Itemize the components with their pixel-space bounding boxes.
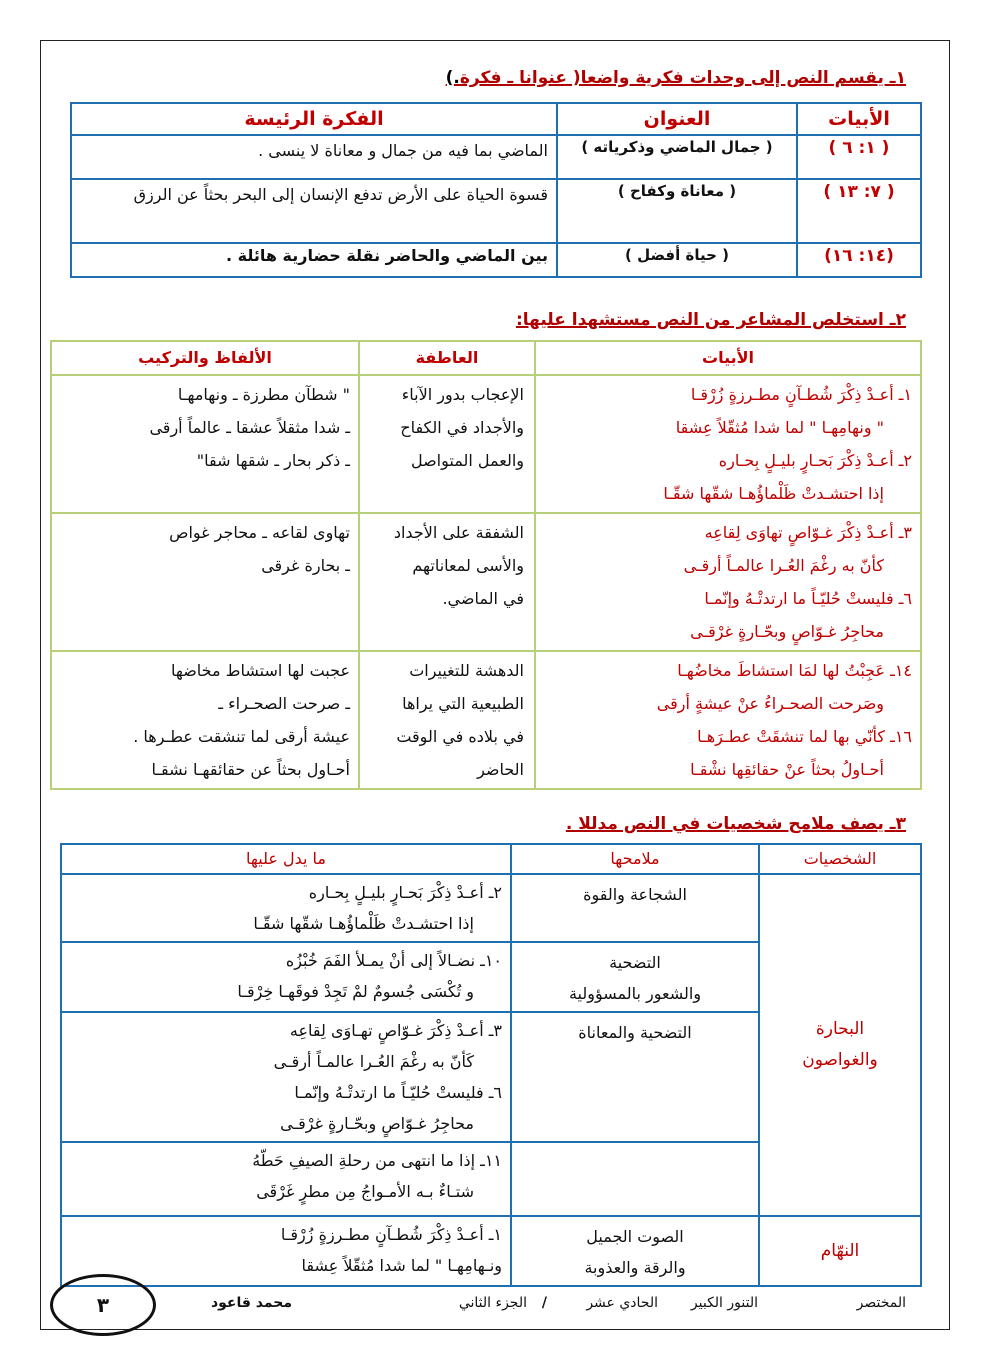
idea-cell: بين الماضي والحاضر نقلة حضارية هائلة . <box>71 243 557 277</box>
header-emotion: العاطفة <box>359 341 535 375</box>
table-header-row <box>71 103 921 135</box>
table-row <box>71 243 921 277</box>
footer-part: الجزء الثاني <box>458 1295 527 1311</box>
table-row <box>51 651 921 789</box>
features-cell: التضحية والشعور بالمسؤولية <box>511 942 759 1012</box>
table-row <box>71 179 921 243</box>
verses-cell: ( ٧: ١٣ ) <box>797 179 921 243</box>
table-header-row <box>51 341 921 375</box>
table-header-row <box>61 844 921 874</box>
idea-cell: قسوة الحياة على الأرض تدفع الإنسان إلى البحر بحثاً عن الرزق <box>71 179 557 243</box>
header-main-idea: الفكرة الرئيسة <box>71 103 557 135</box>
features-cell: الصوت الجميل والرقة والعذوبة <box>511 1216 759 1286</box>
title-cell: ( معاناة وكفاح ) <box>557 179 797 243</box>
words-cell: تهاوى لقاعه ـ محاجر غواص ـ بحارة غرقى <box>51 513 359 651</box>
verses-cell: (١٤: ١٦) <box>797 243 921 277</box>
header-words: الألفاظ والتركيب <box>51 341 359 375</box>
verses-cell: ١ـ أعـدْ ذِكْرَ شُطـآنٍ مطـرزةٍ زُرْقـا " ونهامِهـا " لما شدا مُثقّلاً عِشقا ٢ـ أعـدْ ذِكْرَ بَحـارٍ بليـلٍ بِحـاره إذا احتشـدتْ ظَلْماؤُهـا شقّها شقّـا <box>535 375 921 513</box>
words-cell: " شطآن مطرزة ـ ونهامهـا ـ شدا مثقلاً عشقا ـ عالماً أرقى ـ ذكر بحار ـ شقها شقا" <box>51 375 359 513</box>
emotion-cell: الإعجاب بدور الآباء والأجداد في الكفاح والعمل المتواصل <box>359 375 535 513</box>
idea-cell: الماضي بما فيه من جمال و معاناة لا ينسى . <box>71 135 557 179</box>
footer-book: التنور الكبير <box>690 1295 758 1311</box>
header-verses: الأبيات <box>797 103 921 135</box>
footer-author: محمد قاعود <box>210 1295 292 1311</box>
emotion-cell: الشفقة على الأجداد والأسى لمعاناتهم في الماضي. <box>359 513 535 651</box>
character-cell: النهّام <box>759 1216 921 1286</box>
characters-table <box>60 843 922 1287</box>
evidence-cell: ١١ـ إذا ما انتهى من رحلةِ الصيفِ حَطّهُ شتـاءٌ بـه الأمـواجُ مِن مطرٍ غَرْقَى <box>61 1142 511 1216</box>
words-cell: عجبت لها استشاط مخاضها ـ صرحت الصحـراء ـ عيشة أرقى لما تنشقت عطـرها . أحـاول بحثاً عن حقائقهـا نشقـا <box>51 651 359 789</box>
emotions-table <box>50 340 922 790</box>
header-verses: الأبيات <box>535 341 921 375</box>
character-cell: البحارة والغواصون <box>759 874 921 1216</box>
features-cell: التضحية والمعاناة <box>511 1012 759 1142</box>
page-number: ٣ <box>50 1274 156 1336</box>
header-characters: الشخصيات <box>759 844 921 874</box>
table-row <box>51 513 921 651</box>
verses-cell: ١٤ـ عَجِبْتُ لها لمَا استشاطَ مخاضُهـا وصَرحت الصحـراءُ عنْ عيشةٍ أرقى ١٦ـ كأنّي بها لما تنشقَتْ عطـرَهـا أحـاولُ بحثاً عنْ حقائقِها نشْقـا <box>535 651 921 789</box>
title-cell: ( حياة أفضل ) <box>557 243 797 277</box>
header-features: ملامحها <box>511 844 759 874</box>
evidence-cell: ٢ـ أعـدْ ذِكْرَ بَحـارٍ بليـلٍ بِحـاره إذا احتشـدتْ ظَلْماؤُهـا شقّها شقّـا <box>61 874 511 942</box>
section1-heading: ١ـ يقسم النص إلى وحدات فكرية واضعا( عنوانا ـ فكرة.) <box>445 68 906 88</box>
title-cell: ( جمال الماضي وذكرياته ) <box>557 135 797 179</box>
header-title: العنوان <box>557 103 797 135</box>
units-table <box>70 102 922 278</box>
header-evidence: ما يدل عليها <box>61 844 511 874</box>
features-cell: الشجاعة والقوة <box>511 874 759 942</box>
table-row <box>61 1216 921 1286</box>
table-row <box>51 375 921 513</box>
verses-cell: ٣ـ أعـدْ ذِكْرَ غـوّاصٍ تهاوَى لِقاعِه كأنّ به رغْمَ العُـرا عالمـاً أرقـى ٦ـ فليستْ حُليّـاً ما ارتدتْـهُ وإنّمـا محاجِرُ غـوّاصٍ وبحّـارةٍ غرْقـى <box>535 513 921 651</box>
table-row <box>61 874 921 942</box>
section3-heading: ٣ـ يصف ملامح شخصيات في النص مدللا . <box>565 814 906 834</box>
table-row <box>71 135 921 179</box>
features-cell <box>511 1142 759 1216</box>
section2-heading: ٢ـ استخلص المشاعر من النص مستشهدا عليها: <box>515 310 906 330</box>
emotion-cell: الدهشة للتغييرات الطبيعية التي يراها في بلاده في الوقت الحاضر <box>359 651 535 789</box>
verses-cell: ( ١: ٦ ) <box>797 135 921 179</box>
evidence-cell: ١٠ـ نضـالاً إلى أنْ يمـلأ الفَمَ خُبْزُه و تُكْسَى جُسومٌ لمْ تَجِدْ فوقَهـا خِرْقـا <box>61 942 511 1012</box>
footer-grade: الحادي عشر <box>586 1295 658 1311</box>
evidence-cell: ٣ـ أعـدْ ذِكْرَ غـوّاصٍ تهـاوَى لِقاعِه كَأنّ به رغْمَ العُـرا عالمـاً أرقـى ٦ـ فليستْ حُليّـاً ما ارتدتْـهُ وإنّمـا محاجِرُ غـوّاصٍ وبحّـارةٍ غرْقـى <box>61 1012 511 1142</box>
footer-separator: / <box>541 1295 547 1311</box>
footer-brand: المختصر <box>856 1295 906 1311</box>
evidence-cell: ١ـ أعـدْ ذِكْرَ شُطـآنٍ مطـرزةٍ زُرْقـا ونـهامِهـا " لما شدا مُثقّلاً عِشقا <box>61 1216 511 1286</box>
